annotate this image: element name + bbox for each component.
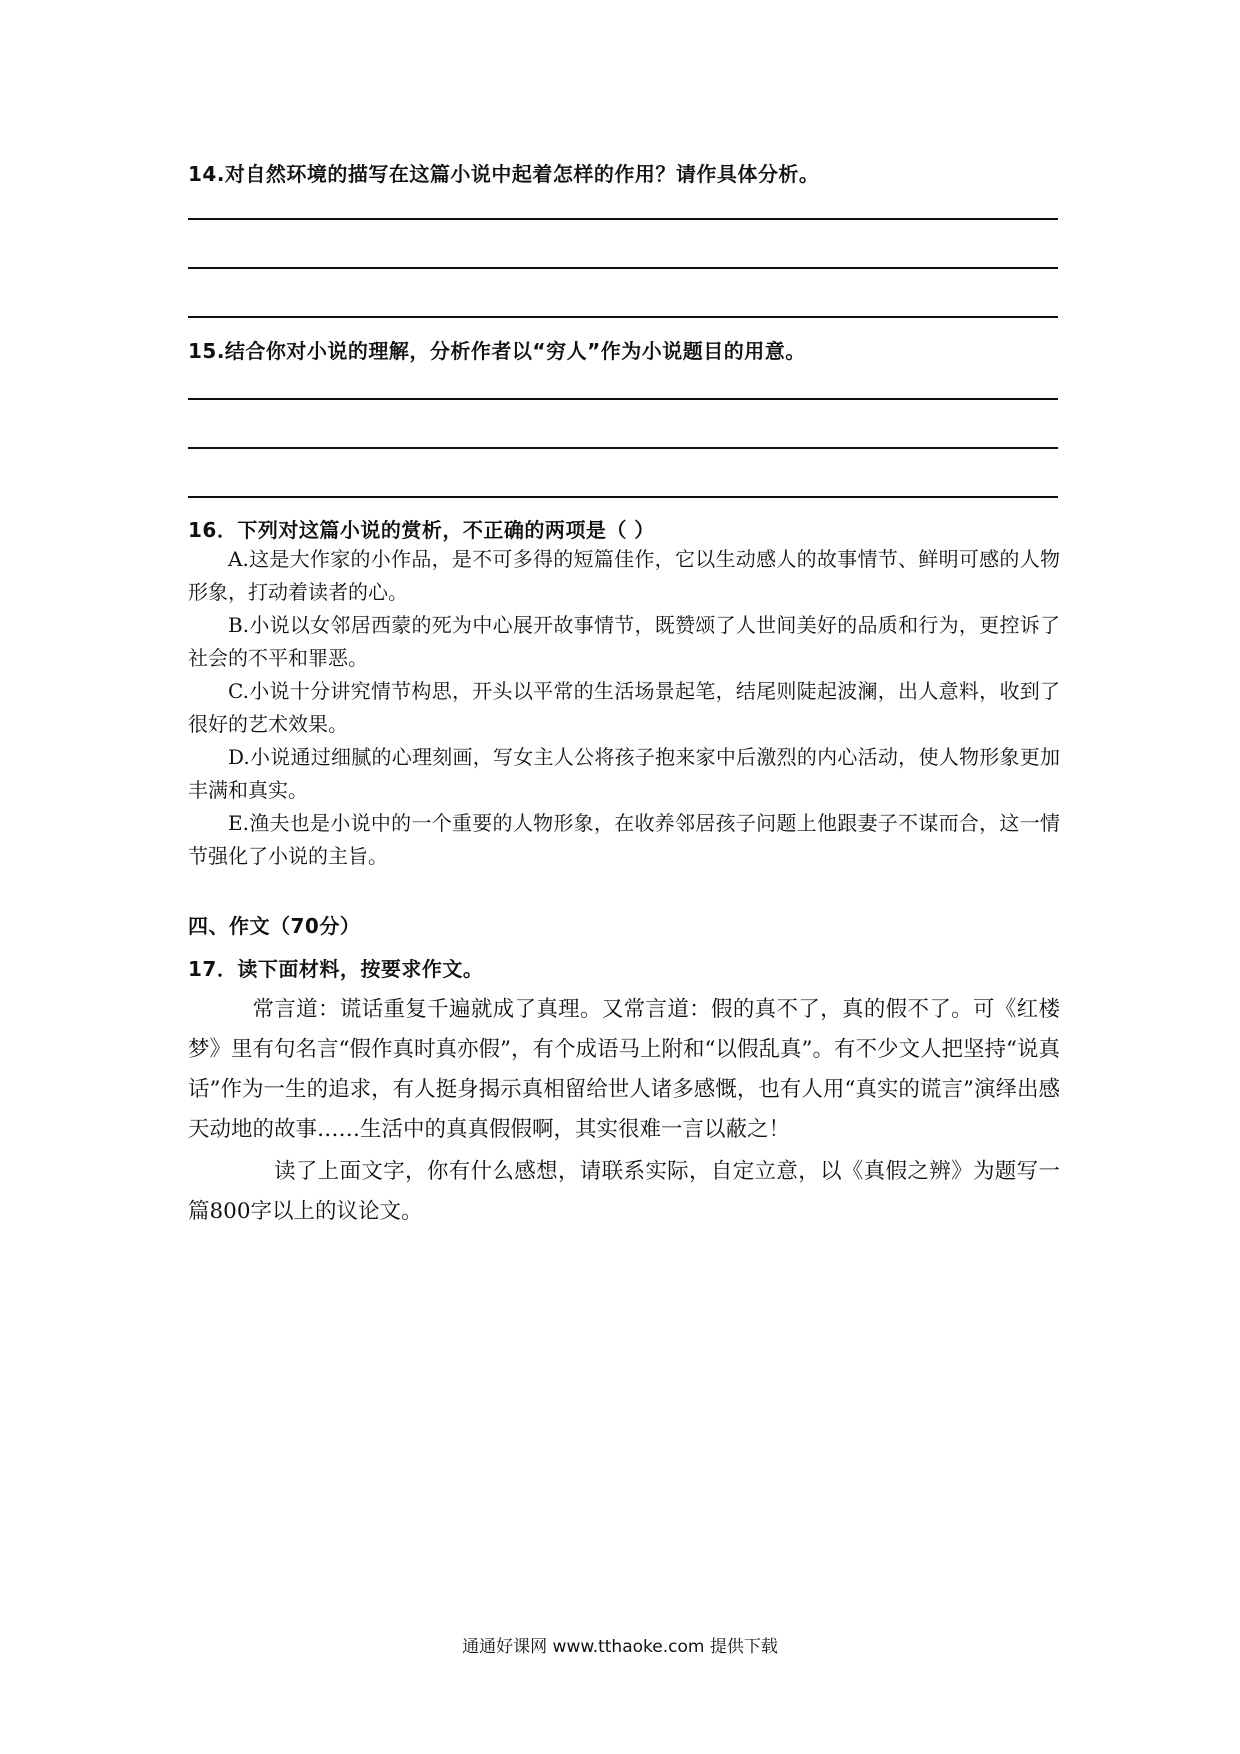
option-c: C.小说十分讲究情节构思，开头以平常的生活场景起笔，结尾则陡起波澜，出人意料，收到了很好的艺术效果。 <box>188 679 1060 736</box>
page-footer: 通通好课网 www.tthaoke.com 提供下载 <box>462 1637 778 1657</box>
option-b: B.小说以女邻居西蒙的死为中心展开故事情节，既赞颂了人世间美好的品质和行为，更控诉了社会的不平和罪恶。 <box>188 613 1060 670</box>
section-4-title: 四、作文（70分） <box>188 914 361 938</box>
question-15-title: 15.结合你对小说的理解，分析作者以“穷人”作为小说题目的用意。 <box>188 339 806 363</box>
question-17-title: 17．读下面材料，按要求作文。 <box>188 957 484 981</box>
option-d: D.小说通过细腻的心理刻画，写女主人公将孩子抱来家中后激烈的内心活动，使人物形象更加丰满和真实。 <box>188 745 1060 802</box>
question-16-title: 16．下列对这篇小说的赏析，不正确的两项是（ ） <box>188 518 655 542</box>
question-16-options <box>188 543 1060 873</box>
essay-material: 常言道：谎话重复千遍就成了真理。又常言道：假的真不了，真的假不了。可《红楼梦》里有句名言“假作真时真亦假”，有个成语马上附和“以假乱真”。有不少文人把坚持“说真话”作为一生的追求，有人挺身揭示真相留给世人诸多感慨，也有人用“真实的谎言”演绎出感天动地的故事……生活中的真真假假啊，其实很难一言以蔽之！ <box>188 997 1060 1142</box>
option-e: E.渔夫也是小说中的一个重要的人物形象，在收养邻居孩子问题上他跟妻子不谋而合，这一情节强化了小说的主旨。 <box>188 811 1060 868</box>
answer-line <box>188 218 1058 220</box>
answer-line <box>188 316 1058 318</box>
answer-line <box>188 496 1058 498</box>
question-14-title: 14.对自然环境的描写在这篇小说中起着怎样的作用？请作具体分析。 <box>188 162 820 186</box>
essay-requirement: 读了上面文字，你有什么感想，请联系实际，自定立意，以《真假之辨》为题写一篇800字以上的议论文。 <box>188 1159 1060 1224</box>
option-a: A.这是大作家的小作品，是不可多得的短篇佳作，它以生动感人的故事情节、鲜明可感的人物形象，打动着读者的心。 <box>188 547 1060 604</box>
essay-prompt <box>188 990 1060 1232</box>
answer-line <box>188 267 1058 269</box>
answer-line <box>188 398 1058 400</box>
answer-line <box>188 447 1058 449</box>
